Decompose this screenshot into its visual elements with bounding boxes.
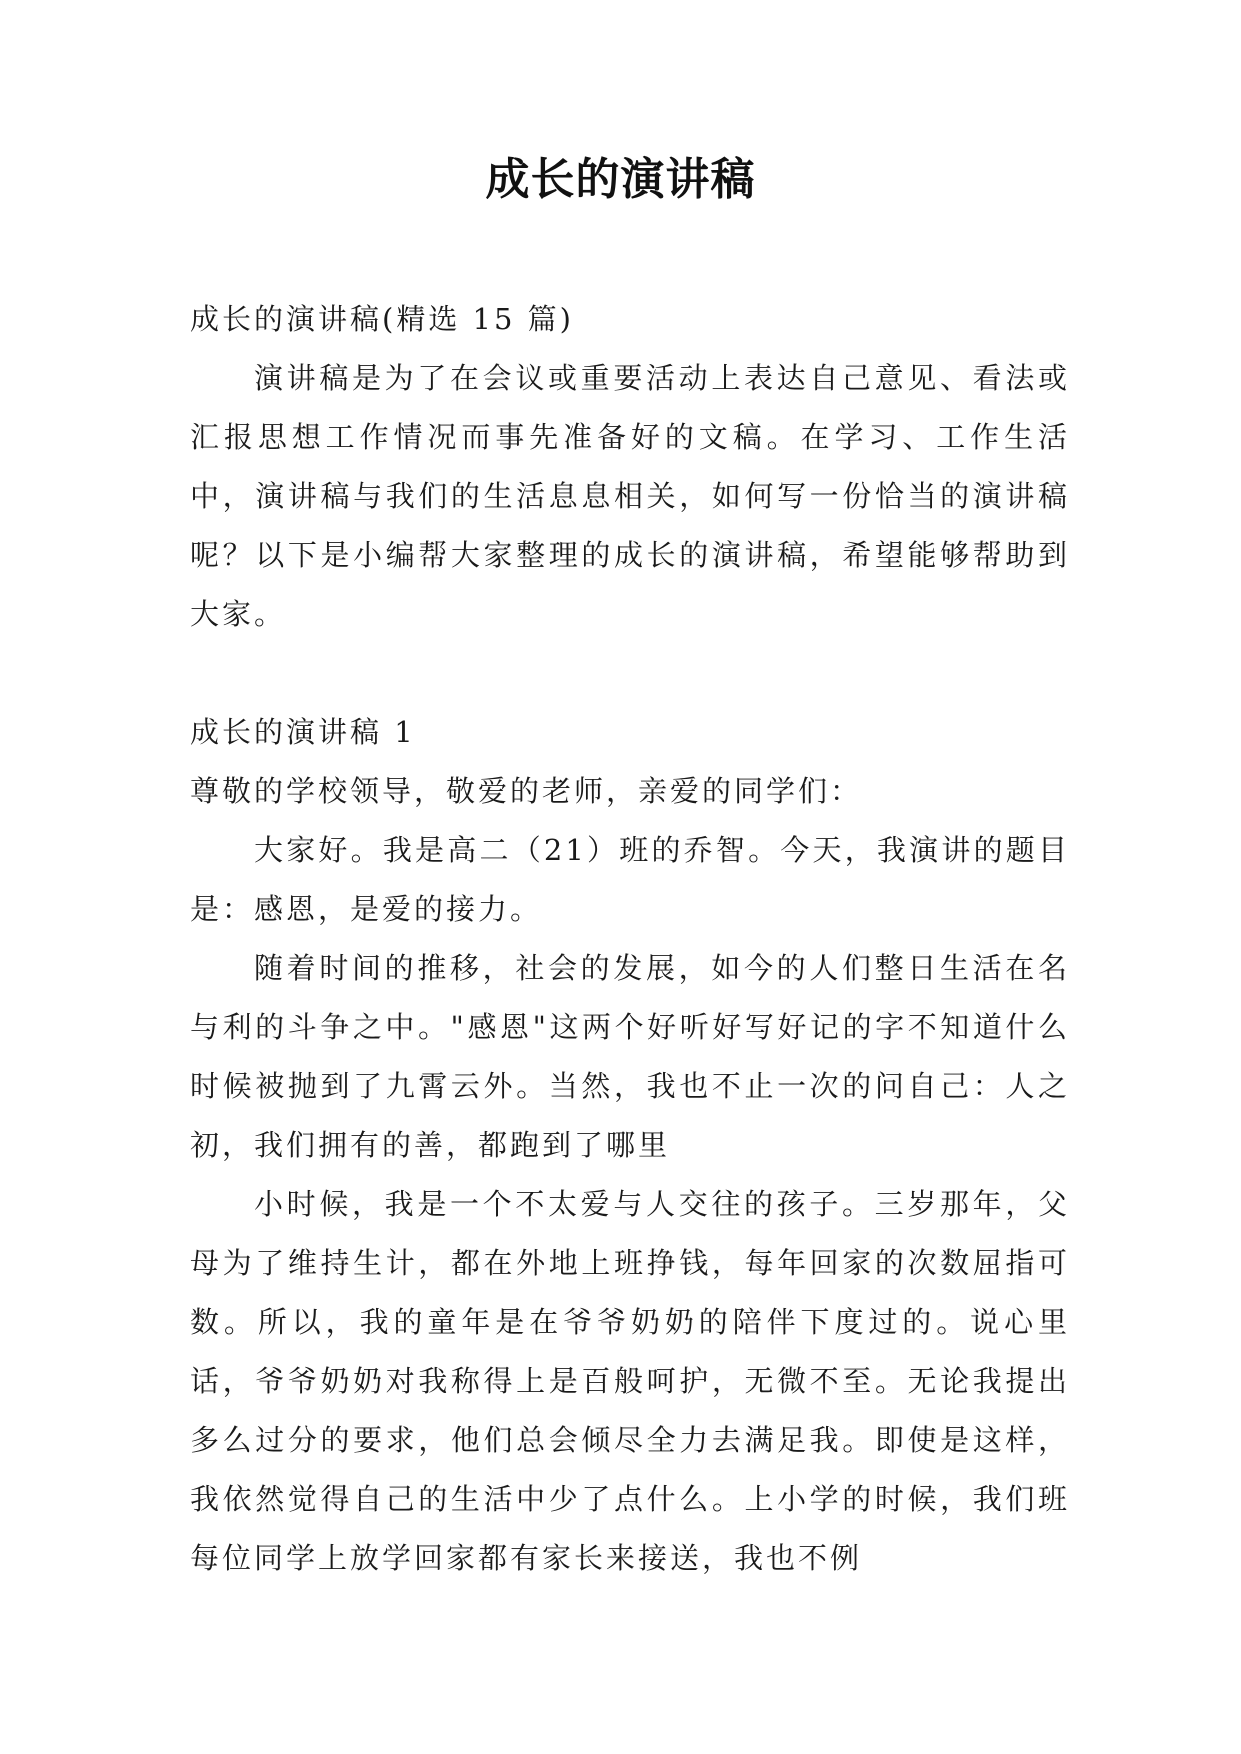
intro-paragraph: 演讲稿是为了在会议或重要活动上表达自己意见、看法或汇报思想工作情况而事先准备好的文稿。在学习、工作生活中，演讲稿与我们的生活息息相关，如何写一份恰当的演讲稿呢？以下是小编帮大家整理的成长的演讲稿，希望能够帮助到大家。 [190, 361, 1070, 631]
body-paragraph-1: 大家好。我是高二（21）班的乔智。今天，我演讲的题目是：感恩，是爱的接力。 [190, 833, 1070, 926]
body-paragraph-3: 小时候，我是一个不太爱与人交往的孩子。三岁那年，父母为了维持生计，都在外地上班挣钱，每年回家的次数屈指可数。所以，我的童年是在爷爷奶奶的陪伴下度过的。说心里话，爷爷奶奶对我称得上是百般呵护，无微不至。无论我提出多么过分的要求，他们总会倾尽全力去满足我。即使是这样，我依然觉得自己的生活中少了点什么。上小学的时候，我们班每位同学上放学回家都有家长来接送，我也不例 [190, 1187, 1070, 1575]
document-body [190, 290, 1070, 1588]
body-paragraph-2: 随着时间的推移，社会的发展，如今的人们整日生活在名与利的斗争之中。"感恩"这两个好听好写好记的字不知道什么时候被抛到了九霄云外。当然，我也不止一次的问自己：人之初，我们拥有的善，都跑到了哪里 [190, 951, 1070, 1162]
section-title: 成长的演讲稿 1 [190, 715, 416, 749]
salutation: 尊敬的学校领导，敬爱的老师，亲爱的同学们： [190, 774, 863, 808]
paragraph-spacer [190, 644, 1070, 703]
document-subtitle: 成长的演讲稿(精选 15 篇) [190, 302, 574, 336]
document-title: 成长的演讲稿 [485, 154, 756, 205]
